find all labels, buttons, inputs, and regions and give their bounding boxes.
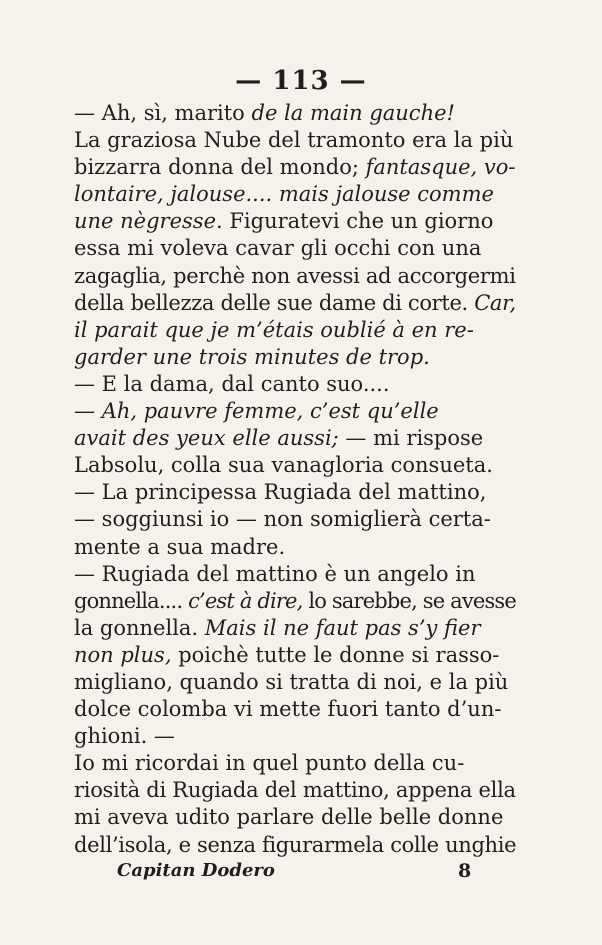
text-segment: la gonnella.: [74, 615, 205, 640]
text-line: [74, 425, 516, 452]
text-segment: — soggiunsi io — non somiglierà certa-: [74, 507, 491, 532]
text-line: [74, 832, 516, 859]
text-segment: riosità di Rugiada del mattino, appena ella: [74, 778, 516, 803]
text-segment: — Rugiada del mattino è un angelo in: [74, 561, 476, 586]
text-line: [74, 669, 516, 696]
text-line: [74, 723, 516, 750]
text-line: [74, 642, 516, 669]
signature-mark: 8: [458, 860, 472, 882]
text-line: [74, 506, 516, 533]
text-segment: — La principessa Rugiada del mattino,: [74, 480, 487, 505]
text-segment: dell’isola, e senza figurarmela colle unghie: [74, 832, 517, 857]
text-line: [74, 777, 516, 804]
text-segment: —: [74, 399, 102, 424]
text-segment: — Ah, sì, marito: [74, 101, 252, 125]
text-segment: bizzarra donna del mondo;: [74, 155, 366, 180]
text-line: [74, 317, 516, 344]
text-line: [74, 561, 516, 588]
text-line: [74, 344, 516, 371]
text-line: [74, 208, 516, 235]
text-segment: Io mi ricordai in quel punto della cu-: [74, 751, 465, 776]
italic-segment: lontaire, jalouse.... mais jalouse comme: [74, 182, 494, 207]
body-text: [74, 100, 516, 859]
text-segment: migliano, quando si tratta di noi, e la più: [74, 669, 509, 694]
text-segment: dolce colomba vi mette fuori tanto d’un-: [74, 697, 502, 722]
text-line: [74, 263, 516, 290]
running-title: Capitan Dodero: [117, 860, 275, 881]
text-line: [74, 804, 516, 831]
text-line: [74, 181, 516, 208]
text-line: [74, 750, 516, 777]
text-segment: gonnella....: [74, 588, 189, 613]
text-line: [74, 100, 516, 127]
text-line: [74, 588, 516, 615]
italic-segment: de la main gauche!: [251, 101, 455, 125]
text-line: [74, 534, 516, 561]
text-line: [74, 398, 516, 425]
text-line: [74, 615, 516, 642]
page-footer: [0, 860, 602, 888]
italic-segment: il parait que je m’étais oublié à en re-: [74, 317, 474, 342]
text-line: [74, 235, 516, 262]
italic-segment: Car,: [474, 290, 516, 315]
text-segment: zagaglia, perchè non avessi ad accorgermi: [74, 263, 516, 288]
text-segment: Figuratevi che un giorno: [222, 209, 494, 234]
italic-segment: garder une trois minutes de trop.: [74, 344, 430, 369]
italic-segment: non plus,: [74, 642, 172, 667]
text-line: [74, 290, 516, 317]
italic-segment: fantasque, vo-: [365, 155, 516, 180]
text-line: [74, 479, 516, 506]
text-line: [74, 452, 516, 479]
italic-segment: Ah, pauvre femme, c’est qu’elle: [101, 399, 439, 424]
text-segment: mente a sua madre.: [74, 534, 286, 559]
text-segment: lo sarebbe, se avesse: [302, 588, 516, 613]
italic-segment: avait des yeux elle aussi;: [74, 426, 339, 451]
text-segment: — E la dama, dal canto suo....: [74, 371, 390, 396]
text-segment: poichè tutte le donne si rasso-: [171, 642, 500, 667]
text-segment: — mi rispose: [338, 426, 484, 451]
text-segment: ghioni. —: [74, 724, 175, 749]
page-number: — 113 —: [235, 66, 367, 96]
text-line: [74, 154, 516, 181]
text-line: [74, 127, 516, 154]
text-segment: essa mi voleva cavar gli occhi con una: [74, 236, 482, 261]
italic-segment: une nègresse.: [74, 209, 223, 234]
text-line: [74, 371, 516, 398]
text-segment: mi aveva udito parlare delle belle donne: [74, 805, 504, 830]
text-segment: della bellezza delle sue dame di corte.: [74, 290, 475, 315]
italic-segment: c’est à dire,: [188, 588, 303, 613]
text-line: [74, 696, 516, 723]
italic-segment: Mais il ne faut pas s’y fier: [204, 615, 481, 640]
text-segment: Labsolu, colla sua vanagloria consueta.: [74, 453, 493, 478]
text-segment: La graziosa Nube del tramonto era la più: [74, 128, 514, 153]
